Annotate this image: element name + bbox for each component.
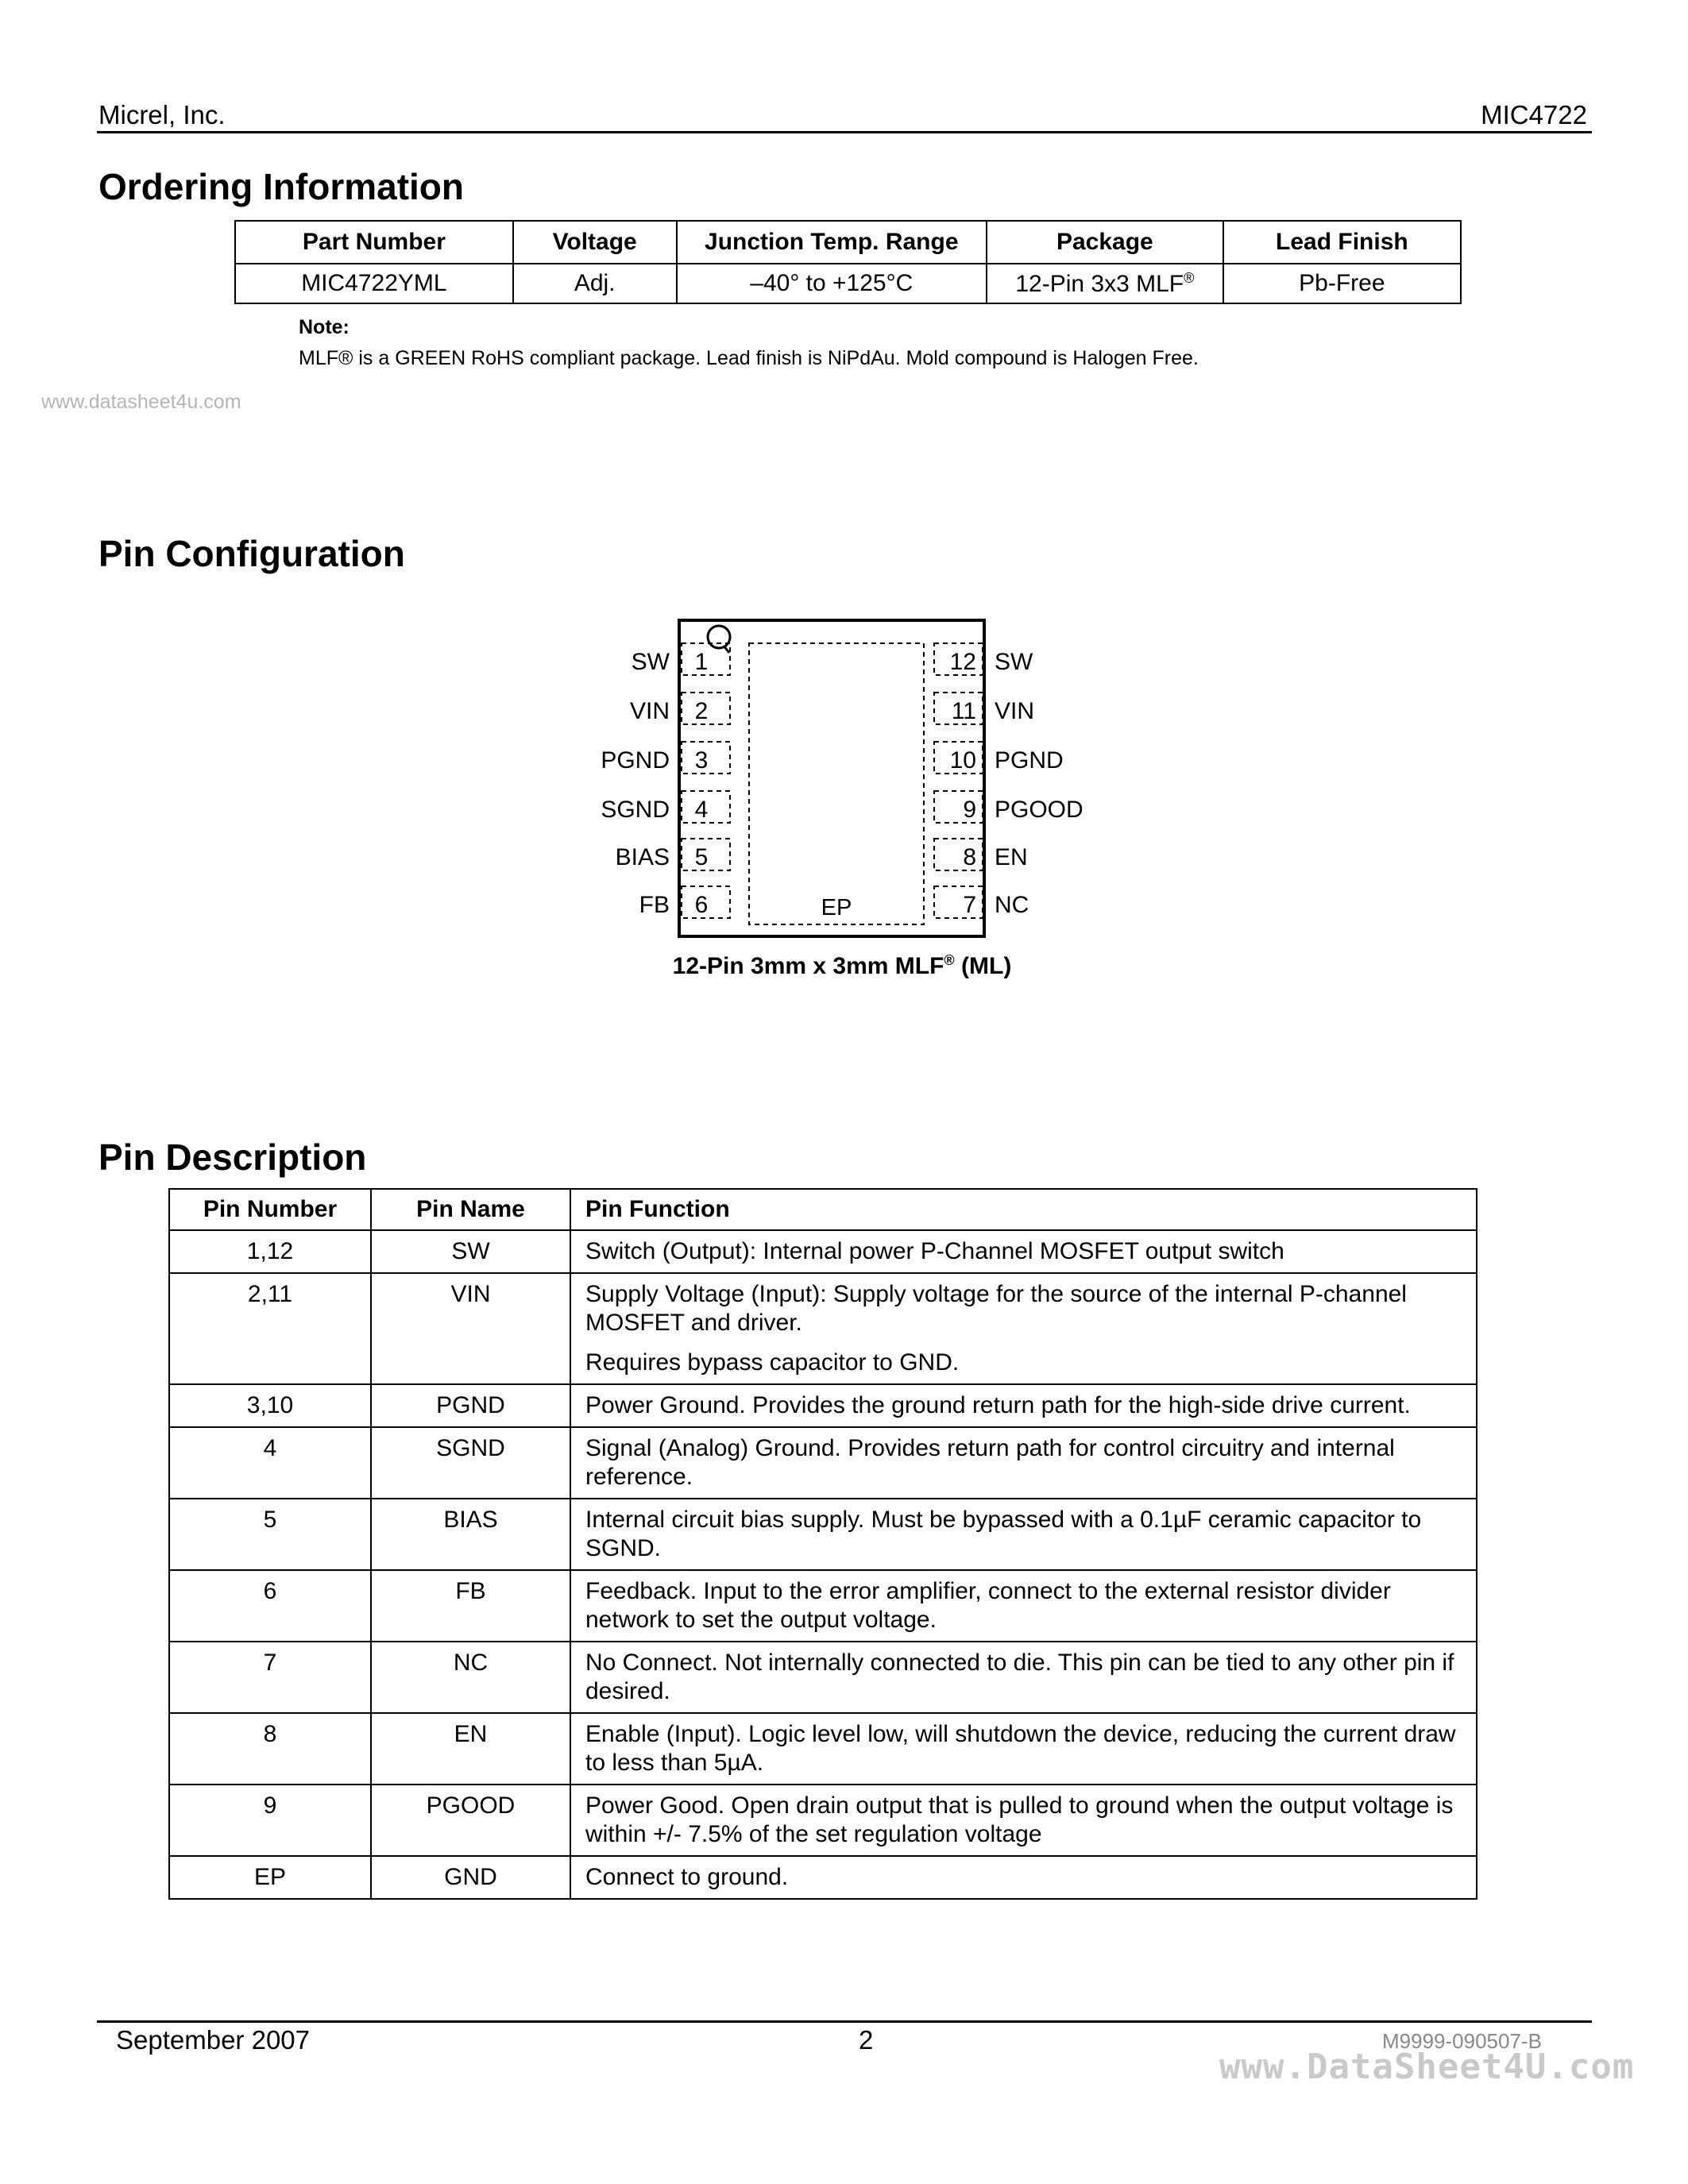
pin-number: 8 xyxy=(963,844,976,870)
pin-number: 4 xyxy=(694,797,709,823)
ordering-data-row xyxy=(235,264,1461,303)
header-part-number: MIC4722 xyxy=(1481,100,1587,129)
registered-mark: ® xyxy=(1184,269,1195,286)
pin-name: SW xyxy=(631,649,670,675)
note-label: Note: xyxy=(299,316,350,338)
pin-function-text: Enable (Input). Logic level low, will shutdown the device, reducing the current draw to less than 5µA. xyxy=(585,1721,1456,1776)
pin-name-cell: EN xyxy=(371,1713,570,1785)
note-text: MLF® is a GREEN RoHS compliant package. Lead finish is NiPdAu. Mold compound is Halogen Free. xyxy=(299,347,1199,369)
exposed-pad xyxy=(749,643,924,924)
pin-config-caption xyxy=(556,952,1128,980)
right-pin-9 xyxy=(934,791,1083,823)
pin-function-text: Signal (Analog) Ground. Provides return path for control circuitry and internal reference. xyxy=(585,1435,1395,1490)
pin-function-text: Power Ground. Provides the ground return path for the high-side drive current. xyxy=(585,1392,1411,1418)
col-temp-range: Junction Temp. Range xyxy=(677,221,987,264)
pin-name-cell: GND xyxy=(371,1856,570,1899)
package-text: 12-Pin 3x3 MLF xyxy=(1015,270,1184,297)
caption-text: 12-Pin 3mm x 3mm MLF xyxy=(672,953,944,979)
left-pin-4 xyxy=(601,791,730,823)
pin-function-cell xyxy=(570,1642,1477,1713)
pin-name: BIAS xyxy=(615,844,670,870)
pin-description-title: Pin Description xyxy=(98,1136,367,1178)
left-pin-6 xyxy=(639,886,730,918)
pin-function-cell xyxy=(570,1713,1477,1785)
right-pin-10 xyxy=(934,742,1064,774)
pin-function-text: Requires bypass capacitor to GND. xyxy=(585,1349,960,1376)
pin-name: PGOOD xyxy=(995,797,1083,823)
ordering-title: Ordering Information xyxy=(98,166,464,207)
pin-number-cell: 8 xyxy=(169,1713,371,1785)
pin-number-cell: 6 xyxy=(169,1570,371,1642)
table-row xyxy=(169,1642,1477,1713)
col-package: Package xyxy=(987,221,1223,264)
footer-rule xyxy=(97,2020,1592,2023)
pin-number-cell: 4 xyxy=(169,1427,371,1499)
pin-name-cell: FB xyxy=(371,1570,570,1642)
table-row xyxy=(169,1230,1477,1273)
pin-function-text: Connect to ground. xyxy=(585,1864,789,1890)
pin-diagram xyxy=(556,604,1128,993)
pin-number: 1 xyxy=(694,649,709,675)
right-pin-7 xyxy=(934,886,1029,918)
pin-name-cell: VIN xyxy=(371,1273,570,1384)
pin-number: 10 xyxy=(949,747,976,774)
col-lead-finish: Lead Finish xyxy=(1223,221,1461,264)
table-row xyxy=(169,1570,1477,1642)
ep-label: EP xyxy=(821,895,852,920)
pin-name: PGND xyxy=(601,747,670,774)
footer-date: September 2007 xyxy=(116,2025,311,2055)
caption-suffix: (ML) xyxy=(954,953,1012,979)
pin-number-cell: EP xyxy=(169,1856,371,1899)
pin-number-cell: 2,11 xyxy=(169,1273,371,1384)
pin-number: 6 xyxy=(694,892,709,918)
table-row xyxy=(169,1785,1477,1856)
pin-number: 12 xyxy=(949,649,976,675)
right-pin-8 xyxy=(934,839,1028,870)
pin-name-cell: BIAS xyxy=(371,1499,570,1570)
table-row xyxy=(169,1384,1477,1427)
package-outline xyxy=(679,620,984,936)
pin-function-cell xyxy=(570,1427,1477,1499)
footer-doc-number: M9999-090507-B xyxy=(1382,2029,1542,2053)
cell-voltage: Adj. xyxy=(513,264,677,303)
table-row xyxy=(169,1273,1477,1384)
col-pin-name: Pin Name xyxy=(371,1189,570,1230)
left-pin-3 xyxy=(601,742,730,774)
pin-function-cell xyxy=(570,1384,1477,1427)
cell-lead-finish: Pb-Free xyxy=(1223,264,1461,303)
pin-function-cell xyxy=(570,1785,1477,1856)
pin-function-text: Switch (Output): Internal power P-Channel MOSFET output switch xyxy=(585,1238,1284,1264)
pin1-marker-icon xyxy=(708,626,730,648)
col-part-number: Part Number xyxy=(235,221,513,264)
pin-function-cell xyxy=(570,1499,1477,1570)
caption-registered-mark: ® xyxy=(944,952,955,968)
pin-name: FB xyxy=(639,892,670,918)
pin-number: 5 xyxy=(694,844,709,870)
table-row xyxy=(169,1499,1477,1570)
pin-number: 7 xyxy=(963,892,976,918)
pin-function-cell xyxy=(570,1273,1477,1384)
header-company: Micrel, Inc. xyxy=(98,100,226,129)
cell-part-number: MIC4722YML xyxy=(235,264,513,303)
pin-name-cell: SW xyxy=(371,1230,570,1273)
watermark-url: www.datasheet4u.com xyxy=(41,391,241,413)
pin-name-cell: PGND xyxy=(371,1384,570,1427)
pin-name: SGND xyxy=(601,797,670,823)
pin-name-cell: SGND xyxy=(371,1427,570,1499)
pin-number: 9 xyxy=(963,797,976,823)
pin-number-cell: 5 xyxy=(169,1499,371,1570)
pin-function-cell xyxy=(570,1230,1477,1273)
ordering-table xyxy=(234,220,1462,304)
table-row xyxy=(169,1856,1477,1899)
pin-name-cell: NC xyxy=(371,1642,570,1713)
pin-name: VIN xyxy=(629,698,670,724)
pin-name: EN xyxy=(995,844,1028,870)
pin-number: 2 xyxy=(694,698,709,724)
footer-page-number: 2 xyxy=(859,2025,874,2055)
left-pin-5 xyxy=(616,839,730,870)
table-row xyxy=(169,1427,1477,1499)
footer-watermark: www.DataSheet4U.com xyxy=(1219,2047,1635,2087)
pin-number: 3 xyxy=(694,747,709,774)
cell-package xyxy=(987,264,1223,303)
pin-name: PGND xyxy=(995,747,1064,774)
pin-function-text: Internal circuit bias supply. Must be bypassed with a 0.1µF ceramic capacitor to SGND. xyxy=(585,1507,1422,1561)
pin-table-body xyxy=(169,1230,1477,1899)
pin-config-title: Pin Configuration xyxy=(98,533,405,574)
cell-temp-range: –40° to +125°C xyxy=(677,264,987,303)
pin-name: SW xyxy=(995,649,1033,675)
pin-function-text: Power Good. Open drain output that is pulled to ground when the output voltage is within +/- 7.5% of the set regulation voltage xyxy=(585,1792,1454,1847)
pin-name: NC xyxy=(995,892,1029,918)
pin-name: VIN xyxy=(995,698,1035,724)
col-pin-number: Pin Number xyxy=(169,1189,371,1230)
pin-function-text: Feedback. Input to the error amplifier, connect to the external resistor divider network to set the output voltage. xyxy=(585,1578,1391,1633)
pin-number-cell: 3,10 xyxy=(169,1384,371,1427)
pin-number-cell: 1,12 xyxy=(169,1230,371,1273)
pin-function-cell xyxy=(570,1856,1477,1899)
table-row xyxy=(169,1713,1477,1785)
header-rule xyxy=(97,131,1592,133)
col-pin-function: Pin Function xyxy=(570,1189,1477,1230)
pin-function-cell xyxy=(570,1570,1477,1642)
pin-number-cell: 7 xyxy=(169,1642,371,1713)
pin-number: 11 xyxy=(951,698,976,724)
pin-table-header-row xyxy=(169,1189,1477,1230)
pin-description-table xyxy=(168,1188,1477,1900)
pin-number-cell: 9 xyxy=(169,1785,371,1856)
pin-function-text: No Connect. Not internally connected to die. This pin can be tied to any other pin if desired. xyxy=(585,1650,1454,1704)
col-voltage: Voltage xyxy=(513,221,677,264)
pin-function-text: Supply Voltage (Input): Supply voltage for the source of the internal P-channel MOSFET and driver. xyxy=(585,1281,1407,1336)
ordering-header-row xyxy=(235,221,1461,264)
pin-name-cell: PGOOD xyxy=(371,1785,570,1856)
